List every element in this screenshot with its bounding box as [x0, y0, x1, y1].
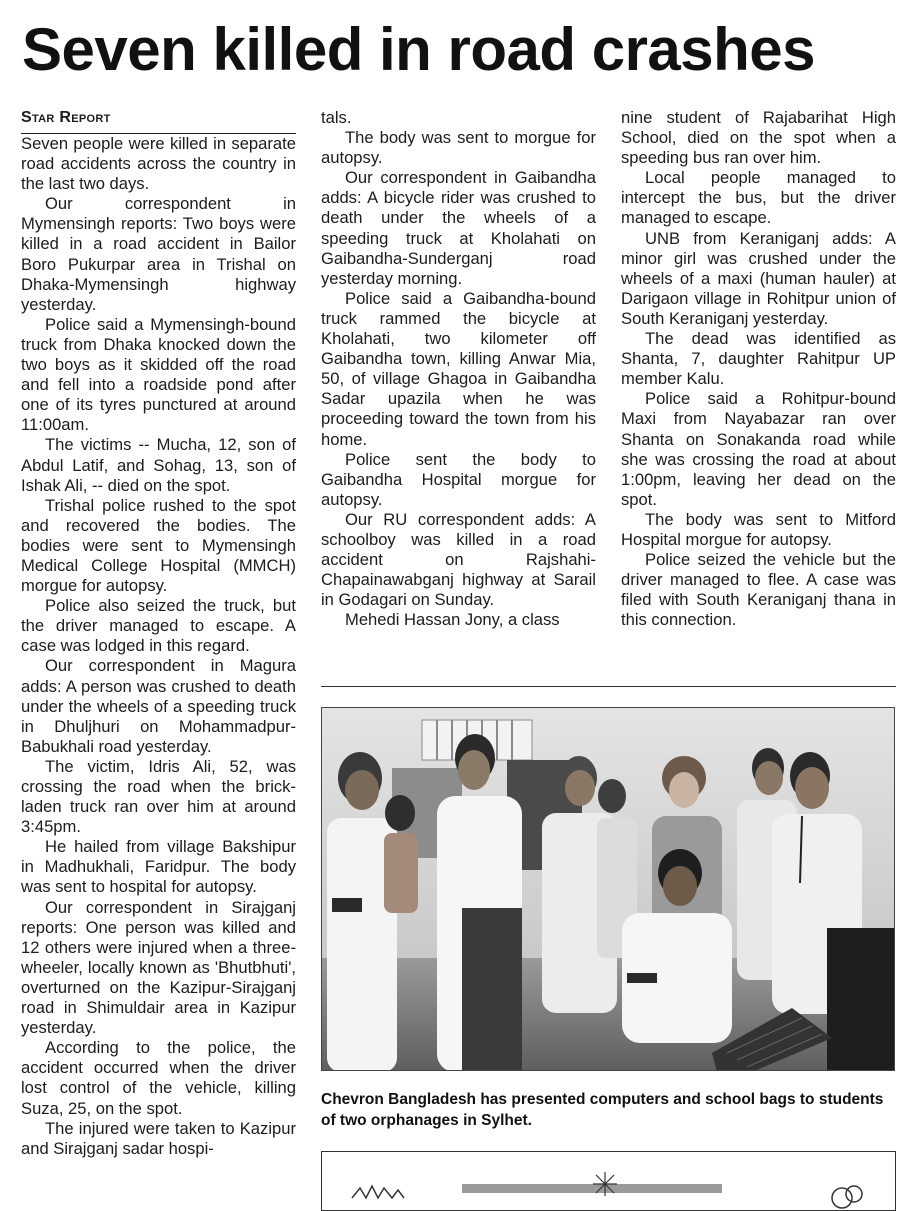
paragraph: Our correspondent in Sirajganj reports: One person was killed and 12 others were injured when a three-wheeler, locally known as 'Bhutbhuti', overturned on the Kazipur-Sirajganj road in Shimuldair area in Kazipur yesterday.	[21, 897, 296, 1038]
paragraph: Our RU correspondent adds: A schoolboy was killed in a road accident on Rajshahi-Chapainawabganj highway at Sarail in Godagari on Sunday.	[321, 509, 596, 610]
article-column-2	[321, 108, 596, 630]
paragraph: Mehedi Hassan Jony, a class	[345, 610, 560, 630]
article-column-1	[21, 108, 296, 1159]
paragraph: Our correspondent in Magura adds: A person was crushed to death under the wheels of a speeding truck in Dhuljhuri on Mohammadpur-Babukhali road yesterday.	[21, 656, 296, 756]
paragraph: Police sent the body to Gaibandha Hospital morgue for autopsy.	[321, 449, 596, 509]
paragraph: UNB from Keraniganj adds: A minor girl was crushed under the wheels of a maxi (human hauler) at Darigaon village in Rohitpur union of South Keraniganj yesterday.	[621, 228, 896, 328]
paragraph: The body was sent to morgue for autopsy.	[321, 128, 596, 168]
paragraph: The injured were taken to Kazipur and Sirajganj sadar hospi-	[21, 1118, 296, 1158]
paragraph: Trishal police rushed to the spot and recovered the bodies. The bodies were sent to Mymensingh Medical College Hospital (MMCH) morgue for autopsy.	[21, 495, 296, 596]
paragraph: The body was sent to Mitford Hospital morgue for autopsy.	[621, 509, 896, 549]
byline: Star Report	[21, 108, 296, 134]
paragraph: He hailed from village Bakshipur in Madhukhali, Faridpur. The body was sent to hospital for autopsy.	[21, 837, 296, 897]
paragraph: Police said a Rohitpur-bound Maxi from Nayabazar ran over Shanta on Sonakanda road while she was crossing the road at about 1:00pm, leaving her dead on the spot.	[621, 389, 896, 509]
paragraph: Police said a Mymensingh-bound truck from Dhaka knocked down the two boys as it skidded off the road and fell into a roadside pond after one of its tyres punctured at around 11:00am.	[21, 314, 296, 435]
paragraph: Police also seized the truck, but the driver managed to escape. A case was lodged in this regard.	[21, 596, 296, 656]
paragraph-continued: nine student of Rajabarihat High School, died on the spot when a speeding bus ran over him.	[621, 108, 896, 168]
paragraph: Police said a Gaibandha-bound truck rammed the bicycle at Kholahati, two kilometer off Gaibandha town, killing Anwar Mia, 50, of village Ghagoa in Gaibandha Sadar upazila when he was proceeding toward the town from his home.	[321, 288, 596, 449]
paragraph: Local people managed to intercept the bus, but the driver managed to escape.	[621, 168, 896, 228]
paragraph: Police seized the vehicle but the driver managed to flee. A case was filed with South Keraniganj thana in this connection.	[621, 550, 896, 630]
article-column-3	[621, 108, 896, 630]
advertisement-box	[321, 1151, 896, 1211]
paragraph: The victims -- Mucha, 12, son of Abdul Latif, and Sohag, 13, son of Ishak Ali, -- died on the spot.	[21, 435, 296, 495]
headline: Seven killed in road crashes	[22, 16, 816, 83]
paragraph-continued: tals.	[321, 108, 352, 127]
paragraph: Seven people were killed in separate road accidents across the country in the last two days.	[21, 134, 296, 194]
photo-caption: Chevron Bangladesh has presented computers and school bags to students of two orphanages in Sylhet.	[321, 1091, 884, 1129]
paragraph: Our correspondent in Mymensingh reports: Two boys were killed in a road accident in Bailor Boro Pukurpar area in Trishal on Dhaka-Mymensingh highway yesterday.	[21, 194, 296, 314]
paragraph: Our correspondent in Gaibandha adds: A bicycle rider was crushed to death under the wheels of a speeding truck at Kholahati on Gaibandha-Sunderganj road yesterday morning.	[321, 168, 596, 288]
section-divider	[321, 686, 896, 687]
news-photo	[321, 707, 895, 1071]
paragraph: According to the police, the accident occurred when the driver lost control of the vehicle, killing Suza, 25, on the spot.	[21, 1038, 296, 1118]
paragraph: The dead was identified as Shanta, 7, daughter Rahitpur UP member Kalu.	[621, 329, 896, 389]
paragraph: The victim, Idris Ali, 52, was crossing the road when the brick-laden truck ran over him at around 3:45pm.	[21, 756, 296, 837]
